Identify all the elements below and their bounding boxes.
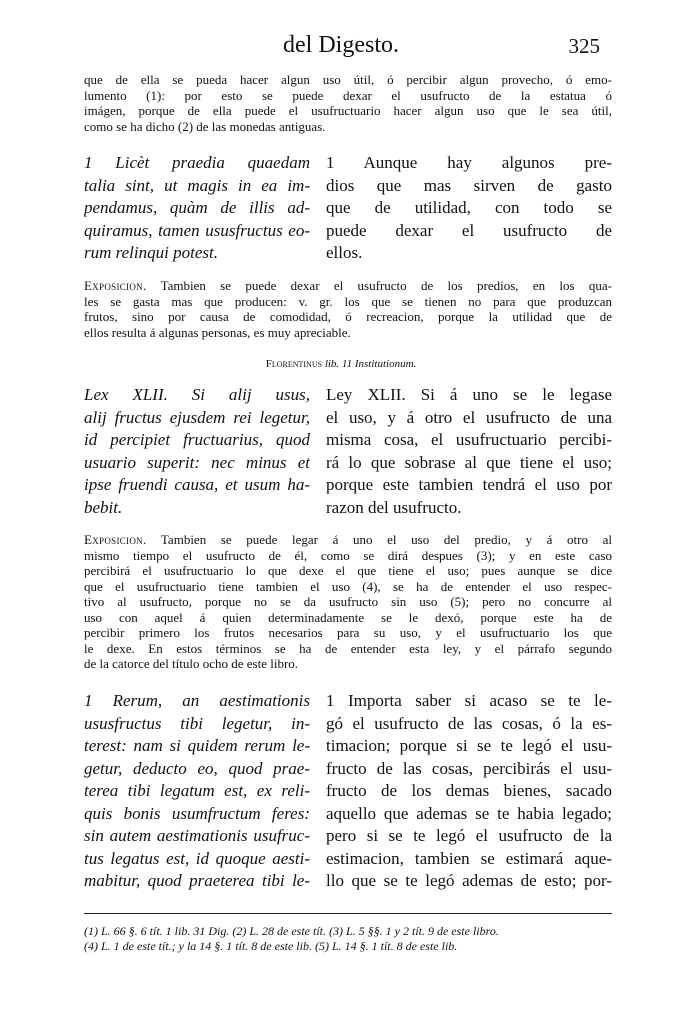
exposition-line: percibirá el usufructuario lo que dexe el que tiene el uso; pues aunque se dice — [84, 563, 612, 578]
spanish-line: 1 Importa saber si acaso se te le- — [326, 691, 612, 710]
latin-line: tus legatus est, id quoque aesti- — [84, 848, 310, 868]
latin-line: usuario superit: nec minus et — [84, 452, 310, 472]
attribution-work: lib. 11 Institutionum. — [324, 358, 417, 370]
exposition-line: percibir primero los frutos necesarios para su uso, y el usufructuario los que — [84, 625, 612, 640]
paragraph-line: que de ella se pueda hacer algun uso útil, ó percibir algun provecho, ó emo- — [84, 72, 612, 87]
footnote-rule — [84, 913, 612, 914]
footnote-line: (1) L. 66 §. 6 tít. 1 lib. 31 Dig. (2) L. 28 de este tít. (3) L. 5 §§. 1 y 2 tít. 9 de este libro. — [84, 924, 499, 938]
paragraph-line: lumento (1): por esto se puede dexar el usufructo de la estatua ó — [84, 87, 612, 103]
exposition-line: tivo al usufructo, porque no se da usufructo sin uso (5); pero no concurre al — [84, 594, 612, 609]
spanish-line: fructo de los demas bienes, sacado — [326, 781, 612, 800]
spanish-line: aquello que ademas se te habia legado; — [326, 803, 612, 823]
latin-line: bebit. — [84, 497, 123, 517]
paragraph-line: imágen, porque de ella puede el usufructuario hacer algun uso que le sea útil, — [84, 103, 612, 118]
page-header — [0, 32, 682, 62]
spanish-line: rá lo que sobrase al que tiene el uso; — [326, 452, 612, 472]
latin-line: getur, deducto eo, quod prae- — [84, 758, 310, 778]
spanish-line: estimacion, tambien se estimará aque- — [326, 848, 612, 868]
spanish-line: timacion; porque si se te legó el usu- — [326, 736, 612, 755]
exposition-line — [84, 278, 612, 294]
spanish-line: razon del usufructo. — [326, 497, 462, 517]
spanish-line: el uso, y á otro el usufructo de una — [326, 407, 612, 427]
exposition-1 — [84, 278, 612, 340]
spanish-line: Ley XLII. Si á uno se le legase — [326, 385, 612, 404]
spanish-line: pero si se te legó el usufructo de la — [326, 826, 612, 845]
latin-line: Lex XLII. Si alij usus, — [84, 385, 310, 404]
latin-line: quiramus, tamen ususfructus eo- — [84, 220, 310, 240]
footnotes — [84, 924, 612, 954]
latin-column-1 — [84, 152, 310, 265]
exposition-line: le dexe. En estos términos se ha de entender esta ley, y el párrafo segundo — [84, 640, 612, 656]
exposition-line: les se gasta mas que producen: v. gr. los que se tienen no para que produzcan — [84, 293, 612, 309]
spanish-line: gó el usufructo de las cosas, ó la es- — [326, 713, 612, 733]
exposition-line: mismo tiempo el usufructo de él, como se dirá despues (3); y en este caso — [84, 547, 612, 563]
exposition-line: ellos resulta á algunas personas, es muy apreciable. — [84, 324, 351, 340]
spanish-line: que de utilidad, con todo se — [326, 198, 612, 217]
page-number: 325 — [568, 34, 600, 58]
latin-line: ipse fruendi causa, et usum ha- — [84, 475, 310, 494]
latin-line: ususfructus tibi legetur, in- — [84, 713, 310, 733]
spanish-column-1 — [326, 152, 612, 265]
spanish-line: fructo de las cosas, percibirás el usu- — [326, 758, 612, 778]
spanish-line: 1 Aunque hay algunos pre- — [326, 153, 612, 172]
spanish-line: puede dexar el usufructo de — [326, 220, 612, 240]
latin-line: terest: nam si quidem rerum le- — [84, 736, 310, 755]
spanish-column-3 — [326, 690, 612, 893]
exposition-line — [84, 532, 612, 548]
attribution-author: Florentinus — [265, 358, 323, 370]
exposition-label: Exposicion. — [84, 532, 147, 547]
latin-line: id percipiet fructuarius, quod — [84, 430, 310, 449]
latin-line: alij fructus ejusdem rei legetur, — [84, 407, 310, 427]
latin-line: quis bonis usumfructum feres: — [84, 803, 310, 823]
exposition-text: Tambien se puede dexar el usufructo de los predios, en los qua- — [146, 278, 612, 293]
exposition-label: Exposicion. — [84, 278, 147, 293]
latin-line: 1 Licèt praedia quaedam — [84, 153, 310, 172]
spanish-line: llo que se te legó ademas de esto; por- — [326, 871, 612, 890]
spanish-line: dios que mas sirven de gasto — [326, 175, 612, 195]
running-title: del Digesto. — [283, 32, 399, 58]
spanish-line: misma cosa, el usufructuario percibi- — [326, 430, 612, 449]
exposition-line: frutos, sino por causa de comodidad, ó recreacion, porque la utilidad que de — [84, 309, 612, 324]
exposition-line: uso con aquel á quien determinadamente se le dexó, porque este ha de — [84, 609, 612, 625]
latin-line: pendamus, quàm de illis ad- — [84, 198, 310, 217]
latin-line: 1 Rerum, an aestimationis — [84, 691, 310, 710]
exposition-line: de la catorce del título ocho de este libro. — [84, 656, 299, 671]
latin-column-2 — [84, 384, 310, 519]
latin-line: mabitur, quod praeterea tibi le- — [84, 871, 310, 890]
spanish-column-2 — [326, 384, 612, 519]
latin-line: terea tibi legatum est, ex reli- — [84, 781, 310, 800]
spanish-line: ellos. — [326, 243, 363, 262]
latin-line: talia sint, ut magis in ea im- — [84, 175, 310, 195]
latin-line: rum relinqui potest. — [84, 243, 218, 262]
opening-paragraph — [84, 72, 612, 134]
paragraph-line: como se ha dicho (2) de las monedas antiguas. — [84, 118, 326, 134]
latin-column-3 — [84, 690, 310, 893]
exposition-line: que el usufructuario tiene tambien el uso (4), se ha de entender el uso respec- — [84, 578, 612, 594]
latin-line: sin autem aestimationis usufruc- — [84, 826, 310, 845]
footnote-line: (4) L. 1 de este tít.; y la 14 §. 1 tít. 8 de este lib. (5) L. 14 §. 1 tít. 8 de este lib. — [84, 939, 458, 953]
spanish-line: porque este tambien tendrá el uso por — [326, 475, 612, 494]
exposition-2 — [84, 532, 612, 672]
source-attribution — [0, 358, 682, 370]
exposition-text: Tambien se puede legar á uno el uso del predio, y á otro al — [146, 532, 612, 547]
